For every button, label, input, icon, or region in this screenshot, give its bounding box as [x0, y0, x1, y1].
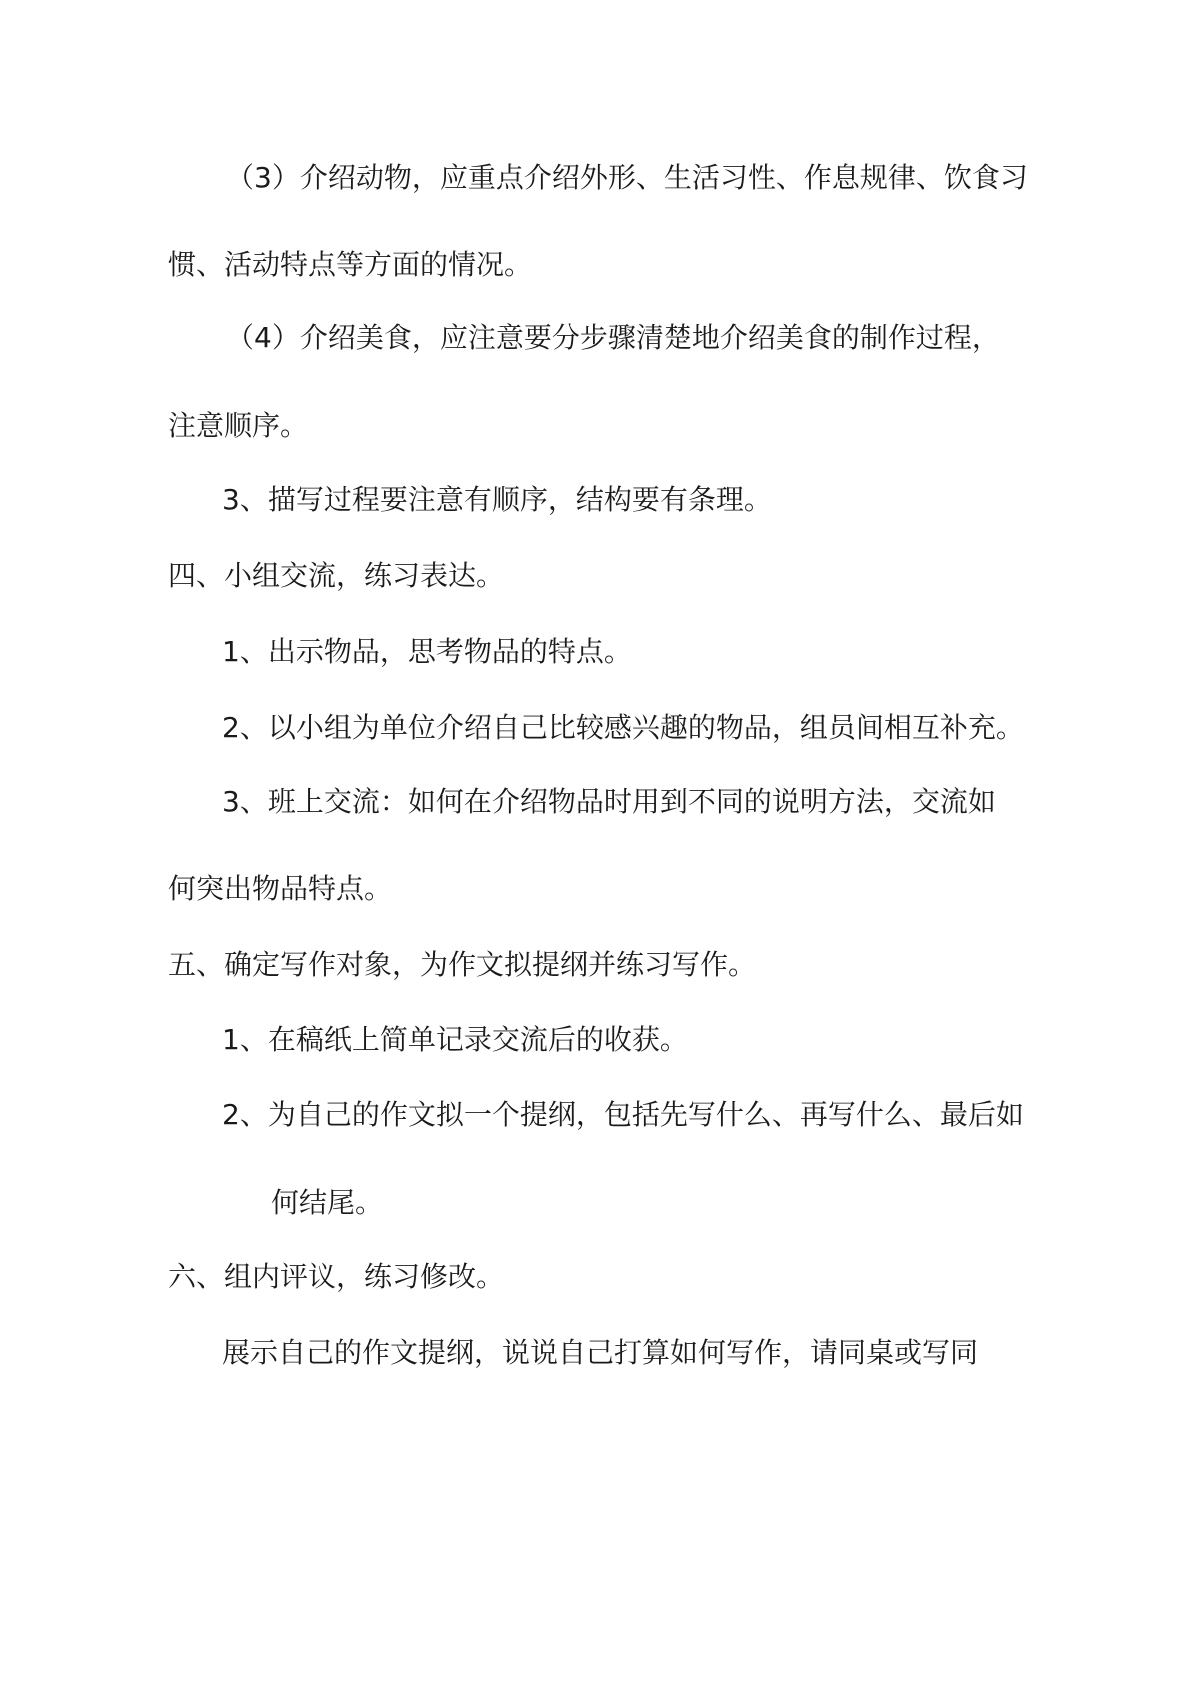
paragraph-line: 3、描写过程要注意有顺序，结构要有条理。 [222, 483, 772, 516]
paragraph-line: （3）介绍动物，应重点介绍外形、生活习性、作息规律、饮食习 [226, 161, 1028, 194]
section-heading: 五、确定写作对象，为作文拟提纲并练习写作。 [168, 948, 757, 981]
paragraph-line: 展示自己的作文提纲，说说自己打算如何写作，请同桌或写同 [222, 1336, 979, 1369]
section-heading: 四、小组交流，练习表达。 [168, 559, 505, 592]
paragraph-line: 何突出物品特点。 [168, 872, 393, 905]
paragraph-line: 注意顺序。 [168, 409, 309, 442]
paragraph-line: 3、班上交流：如何在介绍物品时用到不同的说明方法，交流如 [222, 785, 996, 818]
section-heading: 六、组内评议，练习修改。 [168, 1260, 505, 1293]
paragraph-line: 1、在稿纸上简单记录交流后的收获。 [222, 1023, 688, 1056]
paragraph-line: 2、为自己的作文拟一个提纲，包括先写什么、再写什么、最后如 [222, 1098, 1024, 1131]
paragraph-line: 1、出示物品，思考物品的特点。 [222, 635, 632, 668]
paragraph-line: 惯、活动特点等方面的情况。 [168, 248, 533, 281]
paragraph-line: （4）介绍美食，应注意要分步骤清楚地介绍美食的制作过程， [226, 321, 1000, 354]
paragraph-line: 何结尾。 [271, 1186, 384, 1219]
paragraph-line: 2、以小组为单位介绍自己比较感兴趣的物品，组员间相互补充。 [222, 711, 1024, 744]
